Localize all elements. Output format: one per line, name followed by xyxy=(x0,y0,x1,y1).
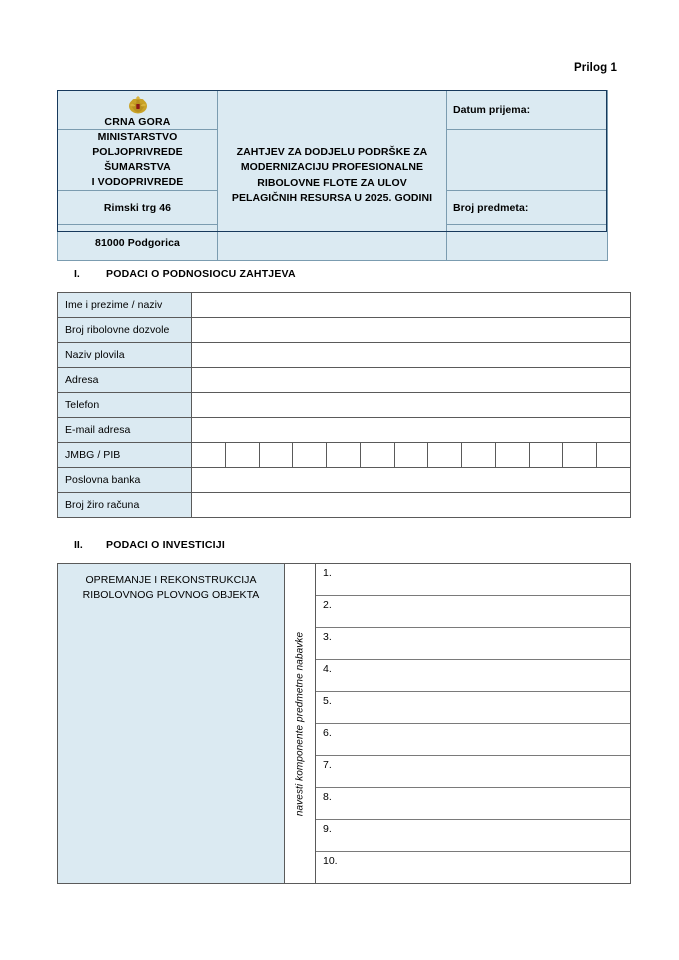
form-title-line-1: ZAHTJEV ZA DODJELU PODRŠKE ZA xyxy=(236,145,428,158)
field-label: JMBG / PIB xyxy=(58,443,192,468)
table-row xyxy=(58,418,631,443)
field-label: Poslovna banka xyxy=(58,468,192,493)
address-street: Rimski trg 46 xyxy=(58,191,218,225)
investment-item-number: 6. xyxy=(323,727,332,739)
ministry-name-cell xyxy=(58,130,218,191)
jmbg-digit-box[interactable] xyxy=(293,443,327,467)
section-2-number: II. xyxy=(74,539,83,551)
table-row xyxy=(58,343,631,368)
jmbg-digit-box[interactable] xyxy=(597,443,630,467)
investment-category-line-1: OPREMANJE I REKONSTRUKCIJA xyxy=(85,574,257,586)
vertical-label-cell xyxy=(285,563,315,884)
investment-item-row[interactable] xyxy=(316,724,630,756)
ministry-line-3: I VODOPRIVREDE xyxy=(91,176,184,188)
case-number-input[interactable] xyxy=(447,225,608,261)
table-row xyxy=(58,443,631,468)
field-label: Telefon xyxy=(58,393,192,418)
form-title-line-4: PELAGIČNIH RESURSA U 2025. GODINI xyxy=(231,192,433,204)
case-number-label: Broj predmeta: xyxy=(447,191,608,225)
header-table xyxy=(57,90,608,261)
field-input[interactable] xyxy=(192,468,631,493)
investment-category-line-2: RIBOLOVNOG PLOVNOG OBJEKTA xyxy=(82,588,260,601)
investment-items-list xyxy=(315,563,631,884)
vertical-label-text: navesti komponente predmetne nabavke xyxy=(294,631,306,816)
ministry-line-2: POLJOPRIVREDE ŠUMARSTVA xyxy=(92,146,183,173)
section-1-title: PODACI O PODNOSIOCU ZAHTJEVA xyxy=(106,268,296,280)
investment-item-row[interactable] xyxy=(316,692,630,724)
form-title-cell xyxy=(218,91,447,261)
investment-item-row[interactable] xyxy=(316,628,630,660)
annex-label: Prilog 1 xyxy=(574,62,617,74)
jmbg-digit-box[interactable] xyxy=(226,443,260,467)
jmbg-digit-box[interactable] xyxy=(428,443,462,467)
jmbg-digit-box[interactable] xyxy=(260,443,294,467)
investment-data-table xyxy=(57,563,631,884)
investment-item-number: 3. xyxy=(323,631,332,643)
coat-of-arms-icon xyxy=(127,95,149,115)
investment-item-number: 7. xyxy=(323,759,332,771)
investment-item-number: 9. xyxy=(323,823,332,835)
table-row xyxy=(58,468,631,493)
applicant-data-table xyxy=(57,292,631,518)
jmbg-pib-boxes[interactable] xyxy=(192,443,631,468)
jmbg-digit-box[interactable] xyxy=(361,443,395,467)
jmbg-digit-box[interactable] xyxy=(530,443,564,467)
field-label: Broj žiro računa xyxy=(58,493,192,518)
jmbg-digit-box[interactable] xyxy=(395,443,429,467)
investment-category-cell xyxy=(57,563,285,884)
investment-item-row[interactable] xyxy=(316,820,630,852)
investment-item-row[interactable] xyxy=(316,852,630,883)
table-row xyxy=(58,293,631,318)
address-city: 81000 Podgorica xyxy=(58,225,218,261)
field-input[interactable] xyxy=(192,293,631,318)
investment-item-row[interactable] xyxy=(316,660,630,692)
investment-item-row[interactable] xyxy=(316,564,630,596)
field-input[interactable] xyxy=(192,418,631,443)
field-label: Broj ribolovne dozvole xyxy=(58,318,192,343)
field-input[interactable] xyxy=(192,318,631,343)
jmbg-digit-box[interactable] xyxy=(496,443,530,467)
field-input[interactable] xyxy=(192,393,631,418)
table-row xyxy=(58,368,631,393)
country-name: CRNA GORA xyxy=(104,115,171,128)
ministry-line-1: MINISTARSTVO xyxy=(97,131,178,143)
form-title-line-2: MODERNIZACIJU PROFESIONALNE xyxy=(240,161,424,173)
investment-item-number: 8. xyxy=(323,791,332,803)
jmbg-digit-box[interactable] xyxy=(192,443,226,467)
section-2-title: PODACI O INVESTICIJI xyxy=(106,539,225,551)
table-row xyxy=(58,493,631,518)
investment-item-row[interactable] xyxy=(316,788,630,820)
investment-item-number: 5. xyxy=(323,695,332,707)
field-label: Naziv plovila xyxy=(58,343,192,368)
jmbg-digit-box[interactable] xyxy=(327,443,361,467)
investment-item-row[interactable] xyxy=(316,596,630,628)
jmbg-digit-box[interactable] xyxy=(563,443,597,467)
jmbg-digit-box[interactable] xyxy=(462,443,496,467)
crest-cell xyxy=(58,91,218,130)
date-received-input[interactable] xyxy=(447,130,608,191)
field-input[interactable] xyxy=(192,368,631,393)
field-input[interactable] xyxy=(192,493,631,518)
section-1-number: I. xyxy=(74,268,80,280)
field-label: E-mail adresa xyxy=(58,418,192,443)
field-label: Adresa xyxy=(58,368,192,393)
date-received-label: Datum prijema: xyxy=(447,91,608,130)
field-input[interactable] xyxy=(192,343,631,368)
investment-item-number: 10. xyxy=(323,855,338,867)
investment-item-number: 1. xyxy=(323,567,332,579)
form-title-line-3: RIBOLOVNE FLOTE ZA ULOV xyxy=(257,176,407,189)
investment-item-number: 4. xyxy=(323,663,332,675)
investment-item-number: 2. xyxy=(323,599,332,611)
investment-item-row[interactable] xyxy=(316,756,630,788)
table-row xyxy=(58,318,631,343)
field-label: Ime i prezime / naziv xyxy=(58,293,192,318)
table-row xyxy=(58,393,631,418)
